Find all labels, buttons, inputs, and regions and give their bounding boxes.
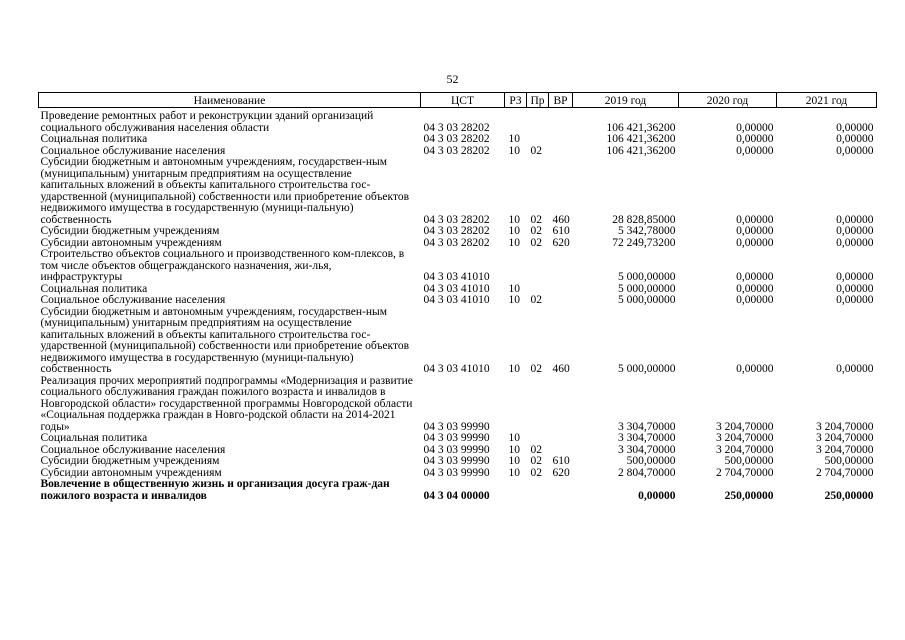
cell-rz: 10 [508, 213, 520, 226]
header-cst: ЦСТ [421, 93, 505, 108]
cell-cst: 04 3 03 28202 [423, 213, 490, 226]
cell-pr [527, 479, 549, 502]
cell-2020: 0,00000 [736, 121, 774, 134]
cell-2021: 3 204,70000 [816, 432, 874, 444]
header-vr: ВР [549, 93, 573, 108]
cell-name: Реализация прочих мероприятий подпрограммы «Модернизация и развитие социального обслуживания граждан пожилого возраста и инвалидов в Новгородской области» государственной программы Новгородской области «Социальная поддержка граждан в Новго-родской области на 2014-2021 годы» [40, 374, 413, 433]
cell-vr: 610 [552, 225, 570, 237]
cell-2021: 0,00000 [836, 225, 874, 237]
table-row [39, 134, 877, 146]
cell-2019: 3 304,70000 [618, 420, 676, 433]
cell-2019: 3 304,70000 [618, 432, 676, 444]
cell-cst: 04 3 03 99990 [423, 443, 490, 456]
cell-2020: 3 204,70000 [716, 432, 774, 444]
cell-name: Строительство объектов социального и производственного ком-плексов, в том числе объектов общегражданского назначения, жи-лья, инфраструктуры [40, 248, 405, 283]
cell-2021: 0,00000 [836, 236, 874, 249]
cell-rz: 10 [508, 294, 520, 306]
header-2020: 2020 год [679, 93, 777, 108]
cell-2019: 3 304,70000 [618, 443, 676, 456]
cell-vr [549, 433, 573, 445]
cell-rz: 10 [508, 432, 520, 444]
cell-rz: 10 [508, 225, 520, 237]
cell-name: Субсидии автономным учреждениям [40, 466, 222, 479]
cell-pr [527, 134, 549, 146]
cell-pr: 02 [530, 213, 542, 226]
cell-rz: 10 [508, 282, 520, 295]
cell-name: Вовлечение в общественную жизнь и организация досуга граж-дан пожилого возраста и инвалидов [40, 478, 390, 502]
cell-pr: 02 [530, 294, 542, 306]
cell-cst: 04 3 03 41010 [423, 282, 490, 295]
cell-vr [549, 479, 573, 502]
cell-name: Субсидии бюджетным и автономным учреждениям, государствен-ным (муниципальным) унитарным предприятиям на осуществление капитальных вложений в объекты капитального строительства гос-ударственной (муниципальной) собственности или приобретение объектов недвижимого имущества в государственную (муници-пальную) собственность [40, 156, 410, 226]
cell-2020: 500,00000 [724, 455, 774, 467]
cell-cst: 04 3 03 28202 [423, 121, 490, 134]
cell-2021: 0,00000 [836, 144, 874, 157]
cell-rz [505, 249, 527, 284]
cell-cst: 04 3 03 28202 [423, 133, 490, 145]
table-row [39, 226, 877, 238]
cell-name: Социальная политика [40, 432, 148, 444]
cell-2019: 500,00000 [626, 455, 676, 467]
table-row [39, 479, 877, 502]
cell-2021: 3 204,70000 [816, 420, 874, 433]
cell-2021: 250,00000 [824, 489, 874, 502]
cell-rz: 10 [508, 133, 520, 145]
table-body [39, 108, 877, 503]
cell-2021: 0,00000 [836, 282, 874, 295]
cell-2021: 0,00000 [836, 294, 874, 306]
cell-2019: 5 000,00000 [618, 363, 676, 375]
cell-2021: 500,00000 [824, 455, 874, 467]
cell-pr [527, 376, 549, 434]
cell-2020: 0,00000 [736, 363, 774, 375]
cell-2019: 72 249,73200 [612, 236, 676, 249]
header-pr: Пр [527, 93, 549, 108]
cell-cst: 04 3 03 28202 [423, 225, 490, 237]
cell-pr: 02 [530, 455, 542, 467]
cell-2019: 5 000,00000 [618, 282, 676, 295]
cell-2020: 2 704,70000 [716, 466, 774, 479]
table-row [39, 456, 877, 468]
cell-name: Проведение ремонтных работ и реконструкции зданий организаций социального обслуживания населения области [40, 110, 374, 134]
table-row [39, 108, 877, 135]
cell-2019: 2 804,70000 [618, 466, 676, 479]
cell-rz [505, 108, 527, 135]
cell-name: Субсидии автономным учреждениям [40, 236, 222, 249]
cell-vr: 460 [552, 213, 570, 226]
cell-2020: 0,00000 [736, 225, 774, 237]
cell-rz [505, 479, 527, 502]
cell-rz: 10 [508, 363, 520, 375]
cell-rz [505, 376, 527, 434]
cell-pr: 02 [530, 363, 542, 375]
table-row [39, 295, 877, 307]
cell-name: Субсидии бюджетным учреждениям [40, 455, 220, 467]
cell-2019: 5 342,78000 [618, 225, 676, 237]
page-number: 52 [446, 72, 459, 86]
cell-2020: 250,00000 [724, 489, 774, 502]
cell-2021: 0,00000 [836, 121, 874, 134]
cell-rz: 10 [508, 144, 520, 157]
header-2019: 2019 год [573, 93, 679, 108]
cell-pr: 02 [530, 466, 542, 479]
cell-2021: 2 704,70000 [816, 466, 874, 479]
header-rz: РЗ [505, 93, 527, 108]
cell-2019: 28 828,85000 [612, 213, 676, 226]
cell-2019: 5 000,00000 [618, 294, 676, 306]
header-2021: 2021 год [777, 93, 877, 108]
cell-vr: 460 [552, 363, 570, 375]
cell-2021: 0,00000 [836, 213, 874, 226]
cell-2020: 0,00000 [736, 271, 774, 283]
cell-2019: 106 421,36200 [606, 121, 676, 134]
header-name: Наименование [39, 93, 421, 108]
cell-vr: 620 [552, 236, 570, 249]
cell-2019: 106 421,36200 [606, 144, 676, 157]
budget-table [38, 92, 877, 502]
cell-pr: 02 [530, 144, 542, 157]
cell-2019: 5 000,00000 [618, 271, 676, 283]
cell-2020: 0,00000 [736, 236, 774, 249]
cell-vr [549, 249, 573, 284]
cell-2020: 0,00000 [736, 294, 774, 306]
cell-cst: 04 3 03 28202 [423, 144, 490, 157]
cell-2021: 0,00000 [836, 271, 874, 283]
cell-rz: 10 [508, 455, 520, 467]
cell-name: Социальная политика [40, 133, 148, 145]
cell-rz: 10 [508, 236, 520, 249]
cell-pr: 02 [530, 225, 542, 237]
cell-name: Социальное обслуживание населения [40, 294, 226, 306]
cell-pr [527, 108, 549, 135]
cell-pr [527, 249, 549, 284]
cell-2020: 0,00000 [736, 133, 774, 145]
cell-cst: 04 3 03 99990 [423, 420, 490, 433]
table-row [39, 249, 877, 284]
cell-2021: 3 204,70000 [816, 443, 874, 456]
cell-name: Социальное обслуживание населения [40, 443, 226, 456]
cell-cst: 04 3 03 41010 [423, 271, 490, 283]
table-header-row [39, 93, 877, 108]
cell-2020: 3 204,70000 [716, 443, 774, 456]
cell-2020: 0,00000 [736, 282, 774, 295]
table-row [39, 376, 877, 434]
cell-vr [549, 134, 573, 146]
cell-cst: 04 3 03 41010 [423, 363, 490, 375]
cell-cst: 04 3 03 99990 [423, 466, 490, 479]
cell-cst: 04 3 03 99990 [423, 432, 490, 444]
cell-vr [549, 284, 573, 296]
cell-vr [549, 295, 573, 307]
cell-name: Субсидии бюджетным и автономным учреждениям, государствен-ным (муниципальным) унитарным предприятиям на осуществление капитальных вложений в объекты капитального строительства гос-ударственной (муниципальной) собственности или приобретение объектов недвижимого имущества в государственную (муници-пальную) собственность [40, 305, 410, 375]
cell-rz: 10 [508, 443, 520, 456]
cell-rz: 10 [508, 466, 520, 479]
cell-name: Социальная политика [40, 282, 148, 295]
cell-vr [549, 108, 573, 135]
cell-vr [549, 376, 573, 434]
cell-2019: 0,00000 [638, 489, 676, 502]
cell-name: Субсидии бюджетным учреждениям [40, 225, 220, 237]
cell-pr: 02 [530, 236, 542, 249]
cell-cst: 04 3 04 00000 [423, 489, 490, 502]
cell-pr [527, 433, 549, 445]
cell-cst: 04 3 03 99990 [423, 455, 490, 467]
cell-vr: 620 [552, 466, 570, 479]
cell-vr [549, 146, 573, 158]
cell-name: Социальное обслуживание населения [40, 144, 226, 157]
cell-vr: 610 [552, 455, 570, 467]
table-row [39, 307, 877, 376]
cell-2020: 0,00000 [736, 213, 774, 226]
table-row [39, 433, 877, 445]
cell-pr: 02 [530, 443, 542, 456]
cell-2020: 0,00000 [736, 144, 774, 157]
cell-2021: 0,00000 [836, 133, 874, 145]
cell-cst: 04 3 03 41010 [423, 294, 490, 306]
cell-2020: 3 204,70000 [716, 420, 774, 433]
table-row [39, 157, 877, 226]
cell-2019: 106 421,36200 [606, 133, 676, 145]
cell-cst: 04 3 03 28202 [423, 236, 490, 249]
cell-2021: 0,00000 [836, 363, 874, 375]
